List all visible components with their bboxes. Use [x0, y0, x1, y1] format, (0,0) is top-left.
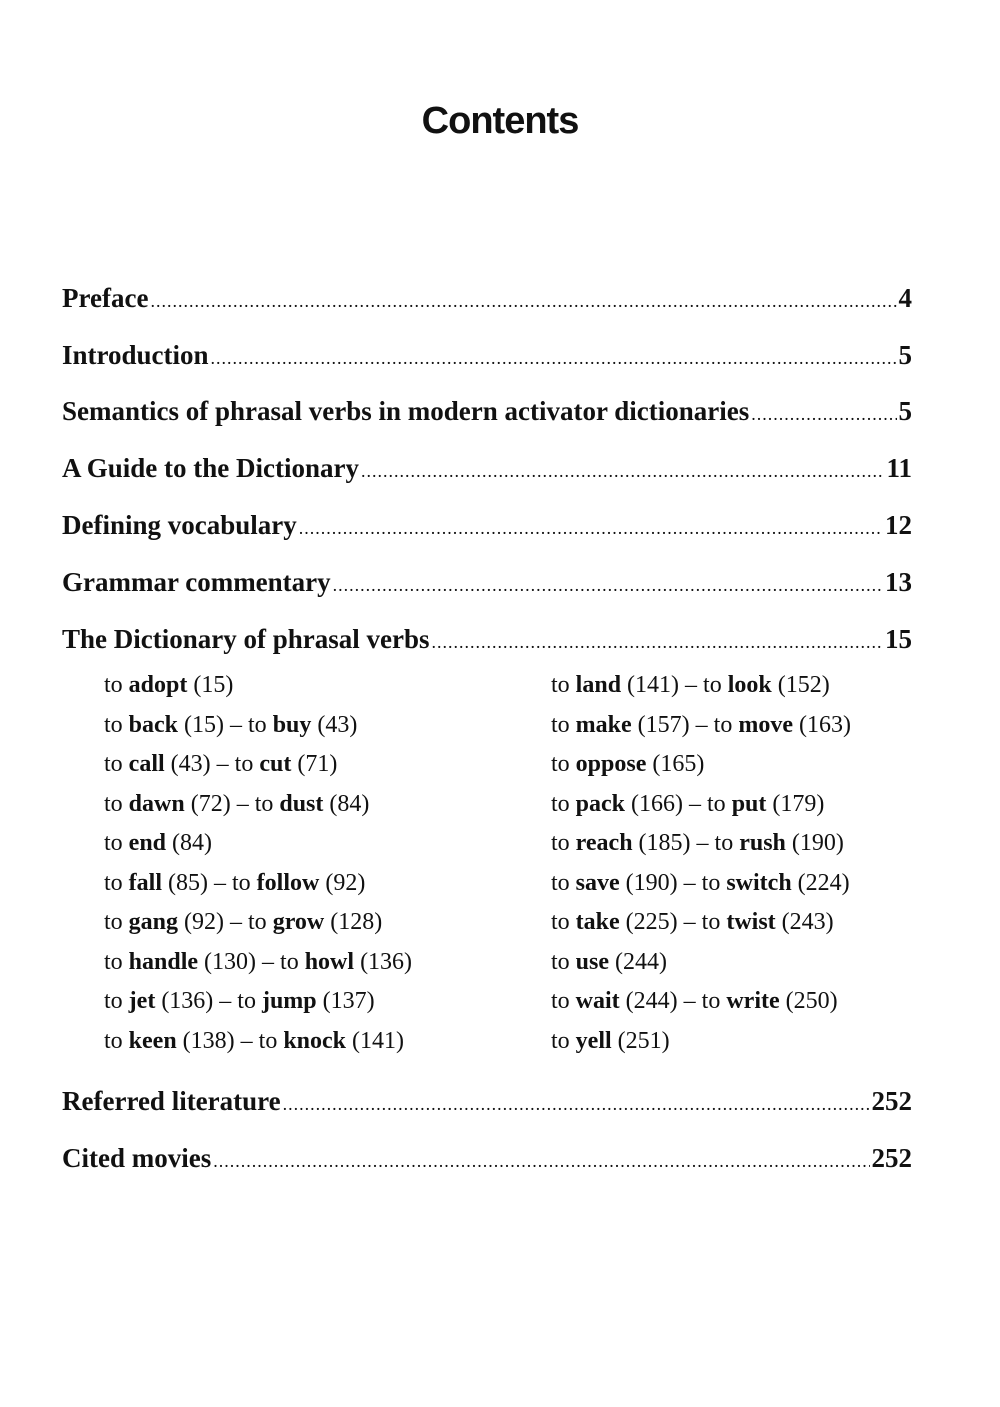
toc-entry-0[interactable]: [62, 283, 912, 317]
verb-range-left-9[interactable]: to keen (138) – to knock (141): [104, 1028, 405, 1054]
verb-end: follow: [256, 870, 320, 896]
verb-end: write: [726, 988, 780, 1014]
verb-end: grow: [272, 909, 325, 935]
verb-end: buy: [272, 712, 312, 738]
page-title: Contents: [421, 100, 579, 142]
verb-range-left-5[interactable]: to fall (85) – to follow (92): [104, 870, 366, 896]
toc-entry-page: 4: [898, 283, 912, 313]
verb-start: save: [575, 870, 620, 896]
verb-end: twist: [726, 909, 776, 935]
verb-start: pack: [575, 791, 626, 817]
dot-leader: [333, 575, 883, 596]
verb-range-right-0[interactable]: to land (141) – to look (152): [551, 672, 830, 698]
toc-entry-label: Introduction: [62, 340, 209, 370]
verb-range-left-8[interactable]: to jet (136) – to jump (137): [104, 988, 375, 1014]
toc-entry-5[interactable]: [62, 567, 912, 601]
verb-start: jet: [128, 988, 156, 1014]
verb-start: handle: [128, 949, 199, 975]
verb-end: put: [731, 791, 767, 817]
dot-leader: [213, 1151, 869, 1172]
verb-start: make: [575, 712, 632, 738]
verb-range-left-7[interactable]: to handle (130) – to howl (136): [104, 949, 413, 975]
verb-range-right-8[interactable]: to wait (244) – to write (250): [551, 988, 838, 1014]
verb-start: reach: [575, 830, 633, 856]
verb-start: take: [575, 909, 620, 935]
verb-end: switch: [726, 870, 792, 896]
verb-end: dust: [279, 791, 324, 817]
toc-entry-page: 5: [898, 396, 912, 426]
verb-start: fall: [128, 870, 162, 896]
dot-leader: [361, 461, 884, 482]
verb-start: use: [575, 949, 610, 975]
verb-start: back: [128, 712, 179, 738]
verb-range-right-6[interactable]: to take (225) – to twist (243): [551, 909, 834, 935]
toc-entry-1[interactable]: [62, 340, 912, 374]
verb-start: yell: [575, 1028, 612, 1054]
toc-entry-page: 252: [871, 1143, 912, 1173]
verb-range-right-9[interactable]: to yell (251): [551, 1028, 670, 1054]
verb-range-right-1[interactable]: to make (157) – to move (163): [551, 712, 851, 738]
toc-entry-4[interactable]: [62, 510, 912, 544]
verb-range-left-0[interactable]: to adopt (15): [104, 672, 234, 698]
dot-leader: [283, 1094, 870, 1115]
verb-range-left-4[interactable]: to end (84): [104, 830, 213, 856]
verb-start: land: [575, 672, 622, 698]
verb-range-right-7[interactable]: to use (244): [551, 949, 667, 975]
toc-entry-label: The Dictionary of phrasal verbs: [62, 624, 430, 654]
verb-start: keen: [128, 1028, 177, 1054]
verb-start: oppose: [575, 751, 647, 777]
toc-entry-label: Referred literature: [62, 1086, 281, 1116]
dot-leader: [299, 518, 883, 539]
dot-leader: [150, 291, 896, 312]
verb-end: rush: [739, 830, 786, 856]
toc-entry-page: 13: [885, 567, 912, 597]
dot-leader: [751, 404, 896, 425]
toc-entry-6[interactable]: [62, 624, 912, 658]
verb-start: dawn: [128, 791, 185, 817]
verb-start: gang: [128, 909, 179, 935]
toc-entry-page: 11: [886, 453, 912, 483]
verb-end: jump: [261, 988, 317, 1014]
toc-entry-page: 5: [898, 340, 912, 370]
verb-start: call: [128, 751, 165, 777]
verb-range-right-4[interactable]: to reach (185) – to rush (190): [551, 830, 844, 856]
verb-start: adopt: [128, 672, 188, 698]
verb-range-left-2[interactable]: to call (43) – to cut (71): [104, 751, 338, 777]
verb-range-right-5[interactable]: to save (190) – to switch (224): [551, 870, 850, 896]
verb-range-left-3[interactable]: to dawn (72) – to dust (84): [104, 791, 370, 817]
verb-end: knock: [283, 1028, 347, 1054]
toc-entry-bottom-1[interactable]: [62, 1143, 912, 1177]
verb-end: cut: [259, 751, 292, 777]
verb-range-left-1[interactable]: to back (15) – to buy (43): [104, 712, 358, 738]
toc-entry-bottom-0[interactable]: [62, 1086, 912, 1120]
toc-entry-page: 12: [885, 510, 912, 540]
toc-entry-label: Defining vocabulary: [62, 510, 297, 540]
toc-entry-label: Semantics of phrasal verbs in modern activator dictionaries: [62, 396, 750, 426]
toc-entry-2[interactable]: [62, 396, 912, 430]
verb-range-right-3[interactable]: to pack (166) – to put (179): [551, 791, 825, 817]
toc-entry-label: Grammar commentary: [62, 567, 331, 597]
verb-range-right-2[interactable]: to oppose (165): [551, 751, 705, 777]
verb-range-left-6[interactable]: to gang (92) – to grow (128): [104, 909, 383, 935]
toc-entry-3[interactable]: [62, 453, 912, 487]
toc-entry-page: 252: [871, 1086, 912, 1116]
verb-end: howl: [304, 949, 355, 975]
toc-entry-page: 15: [885, 624, 912, 654]
dot-leader: [432, 632, 884, 653]
dot-leader: [211, 348, 897, 369]
toc-entry-label: Cited movies: [62, 1143, 212, 1173]
verb-start: wait: [575, 988, 620, 1014]
verb-start: end: [128, 830, 167, 856]
toc-entry-label: Preface: [62, 283, 149, 313]
verb-end: move: [738, 712, 793, 738]
toc-entry-label: A Guide to the Dictionary: [62, 453, 359, 483]
verb-end: look: [727, 672, 772, 698]
